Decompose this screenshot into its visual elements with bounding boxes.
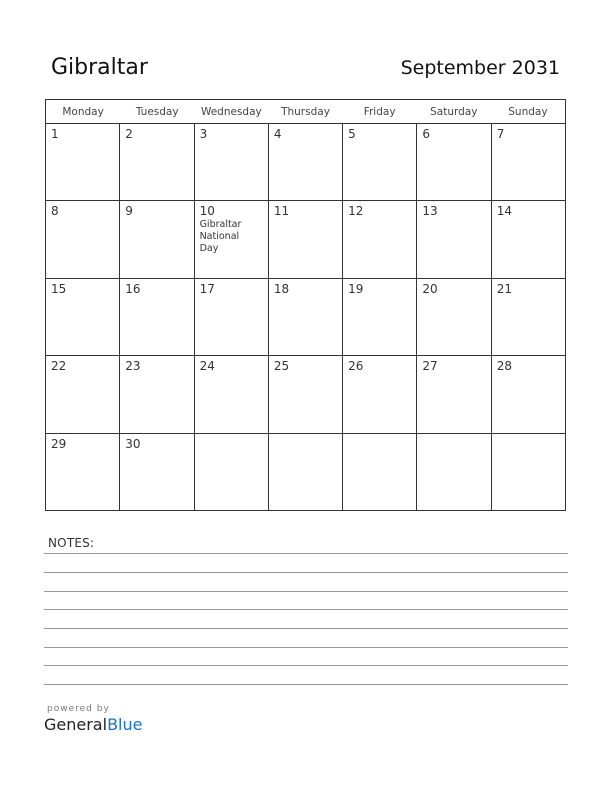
day-number: 3 (199, 127, 208, 141)
day-cell (417, 434, 491, 510)
day-cell (195, 124, 269, 200)
day-number: 5 (348, 127, 356, 141)
day-cell (120, 279, 194, 355)
day-number: 2 (125, 127, 133, 141)
weekday-header: Sunday (508, 105, 548, 118)
day-number: 15 (51, 281, 67, 296)
note-line (44, 684, 568, 685)
day-cell (120, 201, 194, 277)
day-cell (120, 124, 194, 200)
day-number: 30 (125, 436, 141, 451)
day-number: 8 (51, 204, 59, 219)
day-cell (46, 434, 120, 510)
day-number: 29 (51, 436, 67, 451)
day-cell (195, 279, 269, 355)
brand-name-general: General (44, 715, 108, 734)
day-number: 22 (51, 359, 67, 374)
week-row (46, 279, 565, 356)
day-cell (417, 356, 491, 432)
day-cell (492, 124, 565, 200)
day-cell (46, 201, 120, 277)
day-cell (343, 124, 417, 200)
day-cell (343, 356, 417, 432)
day-number: 26 (348, 359, 364, 374)
day-number: 12 (348, 204, 364, 219)
note-line (44, 628, 568, 629)
day-cell (343, 279, 417, 355)
day-number: 13 (422, 204, 438, 219)
brand-logo (44, 704, 142, 734)
month-title: September 2031 (400, 57, 560, 79)
day-cell (195, 201, 269, 277)
day-cell (46, 356, 120, 432)
day-number: 24 (199, 359, 215, 374)
day-number: 28 (496, 359, 512, 374)
weekday-header: Thursday (281, 105, 330, 118)
day-cell (120, 434, 194, 510)
day-number: 4 (273, 127, 282, 141)
day-cell (120, 356, 194, 432)
day-number: 10 (199, 204, 215, 219)
day-cell (195, 434, 269, 510)
day-number: 21 (496, 281, 512, 296)
week-row (46, 124, 565, 201)
day-number: 25 (273, 359, 290, 374)
day-cell (492, 356, 565, 432)
note-line (44, 572, 568, 573)
weeks-container (46, 124, 565, 510)
day-number: 9 (125, 204, 133, 219)
note-line (44, 665, 568, 666)
day-cell (417, 201, 491, 277)
page-title: Gibraltar (51, 55, 148, 80)
day-number: 14 (496, 204, 512, 219)
weekday-header: Saturday (430, 105, 478, 118)
week-row (46, 356, 565, 433)
day-number: 23 (125, 359, 141, 374)
day-number: 1 (51, 127, 59, 141)
powered-by-text: powered by (47, 704, 110, 714)
day-event: Gibraltar National Day (199, 219, 242, 255)
day-cell (492, 434, 565, 510)
day-cell (46, 124, 120, 200)
day-number: 18 (273, 281, 290, 296)
day-cell (417, 124, 491, 200)
weekday-header: Monday (62, 105, 104, 118)
day-number: 11 (273, 204, 290, 219)
day-cell (269, 434, 343, 510)
note-line (44, 647, 568, 648)
day-cell (492, 201, 565, 277)
note-line (44, 553, 568, 554)
day-cell (417, 279, 491, 355)
note-line (44, 609, 568, 610)
day-cell (269, 356, 343, 432)
day-number: 7 (496, 127, 505, 141)
weekday-header-row (46, 100, 565, 124)
weekday-header: Friday (363, 105, 396, 118)
weekday-header: Tuesday (135, 105, 179, 118)
day-number: 16 (125, 281, 141, 296)
brand-name-blue: Blue (107, 715, 143, 734)
day-cell (269, 279, 343, 355)
note-line (44, 591, 568, 592)
day-cell (269, 124, 343, 200)
calendar-grid (45, 99, 566, 511)
week-row (46, 201, 565, 278)
day-cell (46, 279, 120, 355)
day-number: 27 (422, 359, 438, 374)
day-cell (195, 356, 269, 432)
day-number: 17 (199, 281, 215, 296)
day-number: 20 (422, 281, 438, 296)
notes-label: NOTES: (48, 536, 95, 550)
weekday-header: Wednesday (200, 105, 262, 118)
brand-name (44, 715, 142, 734)
day-cell (492, 279, 565, 355)
day-number: 19 (348, 281, 364, 296)
day-number: 6 (422, 127, 431, 141)
week-row (46, 434, 565, 510)
day-cell (269, 201, 343, 277)
day-cell (343, 201, 417, 277)
day-cell (343, 434, 417, 510)
